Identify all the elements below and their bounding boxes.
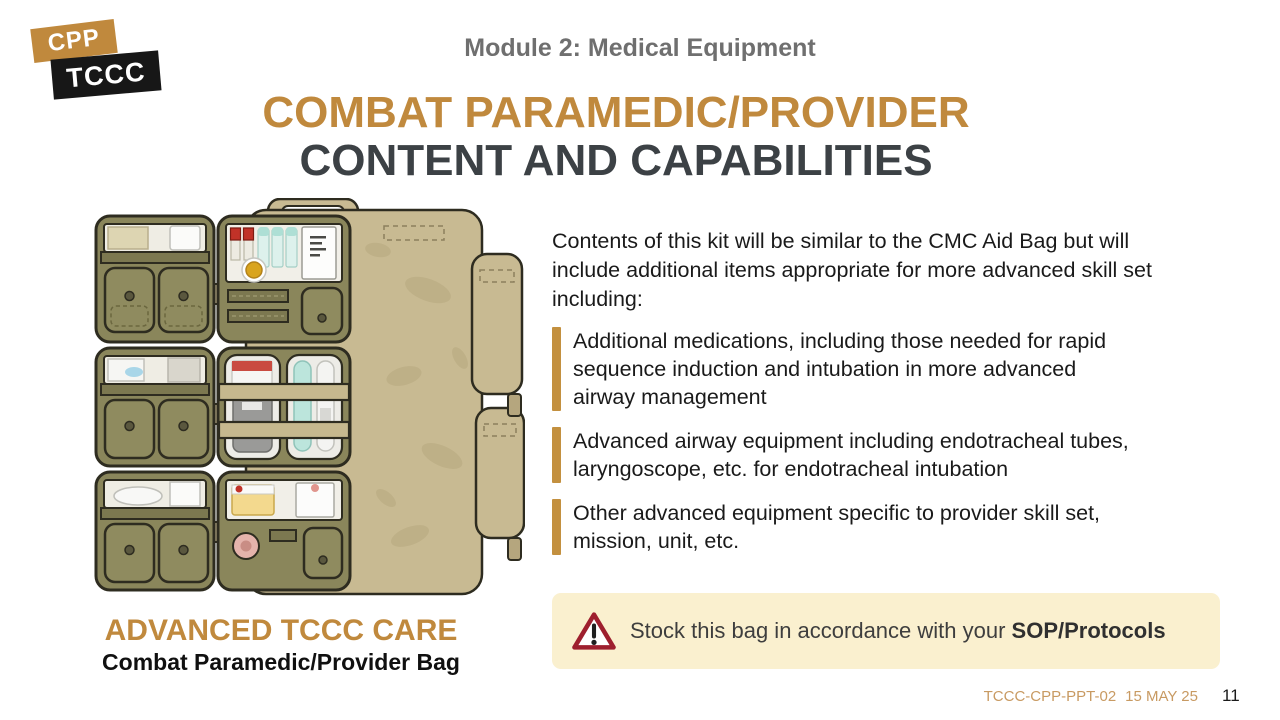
slide-title	[0, 89, 1232, 185]
figure-caption-subtitle: Combat Paramedic/Provider Bag	[102, 649, 460, 675]
bullet-text: Advanced airway equipment including endotracheal tubes, laryngoscope, etc. for endotracheal intubation	[573, 429, 1129, 481]
logo-tccc-label: TCCC	[65, 56, 147, 93]
bullet-text: Additional medications, including those needed for rapid sequence induction and intubation in more advanced airway management	[573, 329, 1107, 409]
bullet-item	[552, 427, 1200, 483]
title-line-2: CONTENT AND CAPABILITIES	[299, 136, 933, 185]
intro-paragraph: Contents of this kit will be similar to the CMC Aid Bag but will include additional items appropriate for more advanced skill set including:	[552, 229, 1152, 311]
warning-text-bold: SOP/Protocols	[1011, 618, 1166, 643]
logo-cpp-label: CPP	[46, 23, 102, 58]
title-line-1: COMBAT PARAMEDIC/PROVIDER	[262, 88, 970, 137]
footer-doc-line	[984, 688, 1198, 705]
bullet-bar	[552, 427, 561, 483]
figure-caption-title: ADVANCED TCCC CARE	[104, 614, 458, 647]
bullet-item	[552, 327, 1200, 411]
bullet-bar	[552, 499, 561, 555]
warning-text-regular: Stock this bag in accordance with your	[630, 618, 1012, 643]
module-header: Module 2: Medical Equipment	[464, 34, 816, 62]
warning-triangle-icon	[572, 611, 616, 651]
bullet-list	[552, 327, 1200, 555]
bag-center-pouch-column	[218, 216, 350, 590]
footer-page-number: 11	[1222, 686, 1240, 705]
bullet-text: Other advanced equipment specific to provider skill set, mission, unit, etc.	[573, 501, 1101, 553]
footer-date: 15 MAY 25	[1125, 688, 1198, 705]
bag-left-pouch-column	[96, 216, 214, 590]
bullet-item	[552, 499, 1200, 555]
footer-doc-id: TCCC-CPP-PPT-02	[983, 688, 1117, 705]
warning-callout	[552, 593, 1220, 669]
warning-text	[630, 618, 1166, 644]
medical-bag-illustration	[78, 198, 525, 600]
content-column	[552, 227, 1200, 568]
bullet-bar	[552, 327, 561, 411]
